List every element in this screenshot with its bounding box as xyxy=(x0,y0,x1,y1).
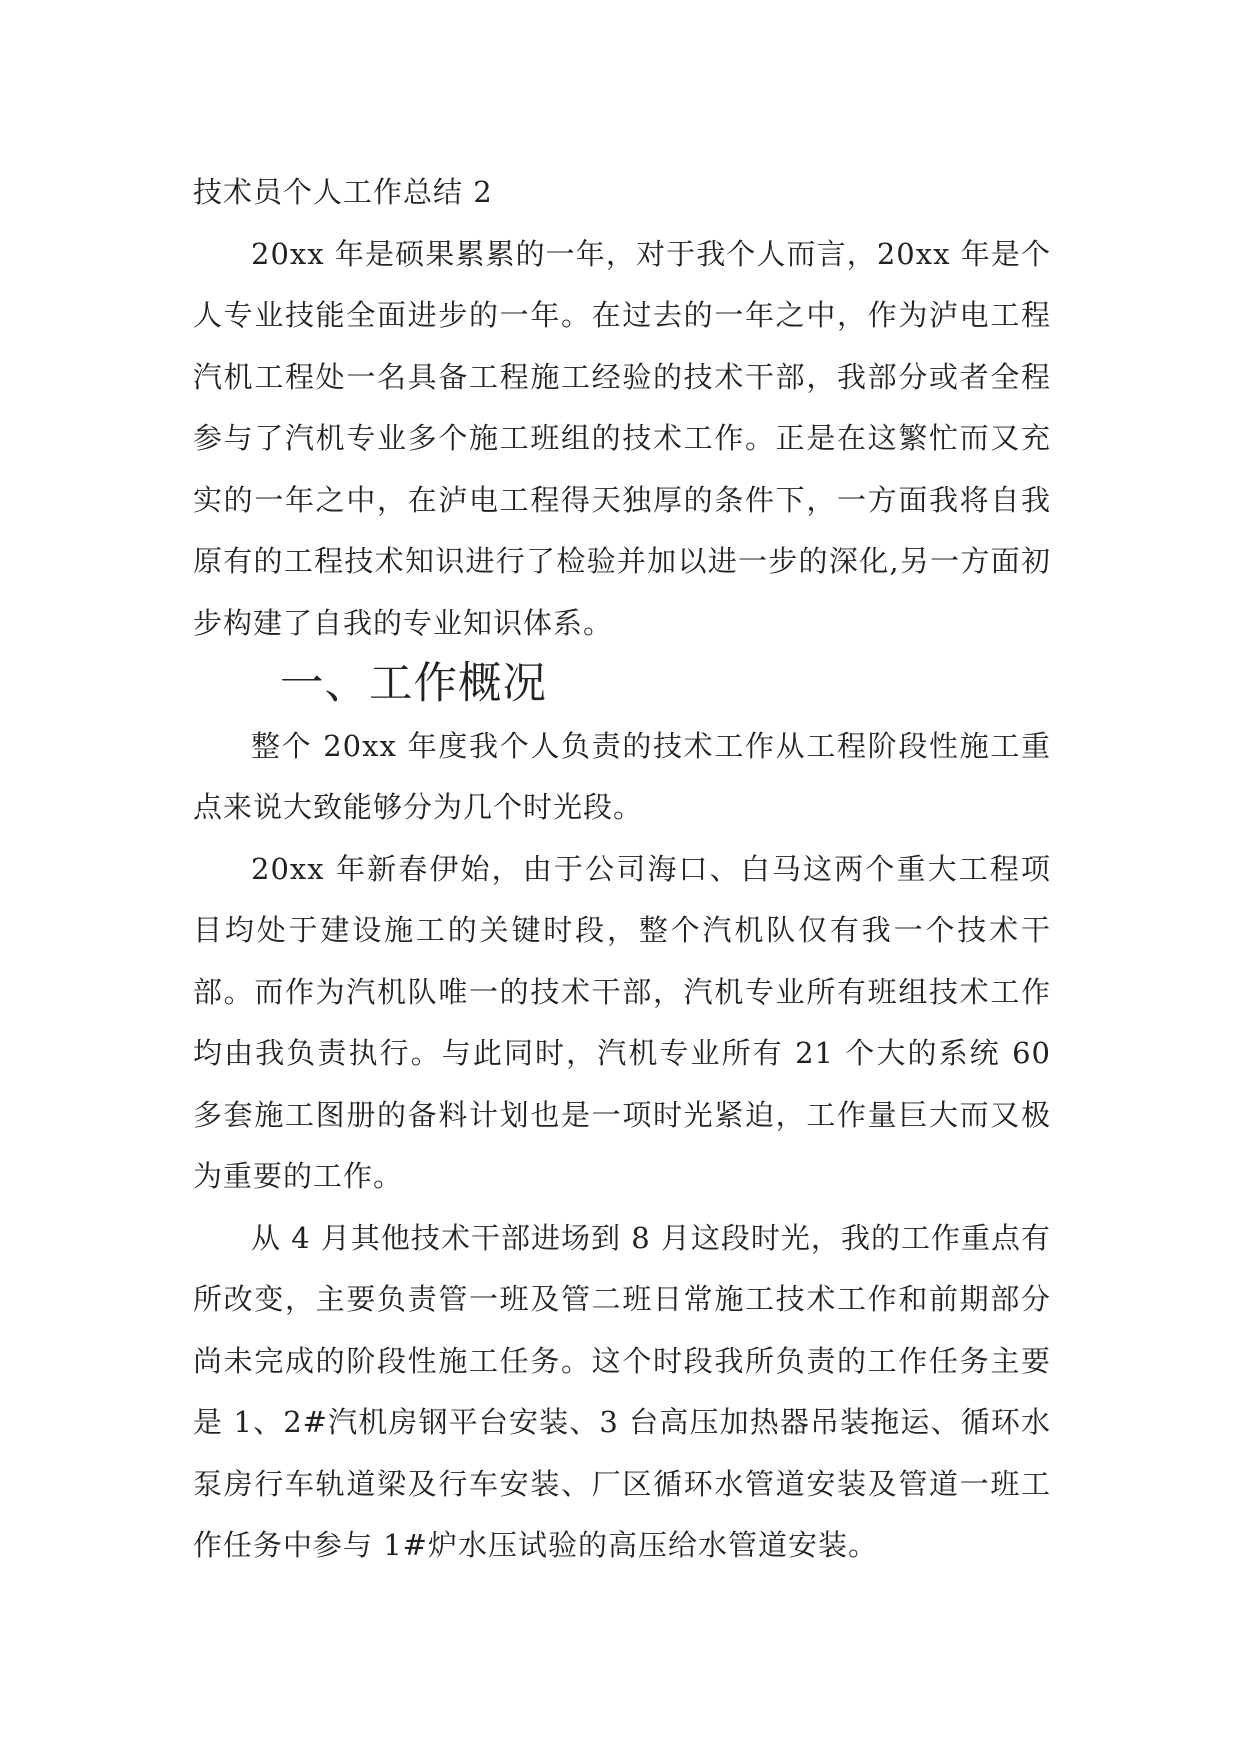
intro-paragraph: 20xx 年是硕果累累的一年，对于我个人而言，20xx 年是个人专业技能全面进步的一年。在过去的一年之中，作为泸电工程汽机工程处一名具备工程施工经验的技术干部，我部分或者全程参与了汽机专业多个施工班组的技术工作。正是在这繁忙而又充实的一年之中，在泸电工程得天独厚的条件下，一方面我将自我原有的工程技术知识进行了检验并加以进一步的深化,另一方面初步构建了自我的专业知识体系。 xyxy=(193,236,1051,640)
overview-paragraph: 整个 20xx 年度我个人负责的技术工作从工程阶段性施工重点来说大致能够分为几个时光段。 xyxy=(193,728,1051,824)
early-year-paragraph: 20xx 年新春伊始，由于公司海口、白马这两个重大工程项目均处于建设施工的关键时段，整个汽机队仅有我一个技术干部。而作为汽机队唯一的技术干部，汽机专业所有班组技术工作均由我负责执行。与此同时，汽机专业所有 21 个大的系统 60 多套施工图册的备料计划也是一项时光紧迫，工作量巨大而又极为重要的工作。 xyxy=(193,851,1051,1193)
section-heading: 一、工作概况 xyxy=(280,659,547,709)
document-title: 技术员个人工作总结 2 xyxy=(193,175,493,209)
april-august-paragraph: 从 4 月其他技术干部进场到 8 月这段时光，我的工作重点有所改变，主要负责管一班及管二班日常施工技术工作和前期部分尚未完成的阶段性施工任务。这个时段我所负责的工作任务主要是 1、2#汽机房钢平台安装、3 台高压加热器吊装拖运、循环水泵房行车轨道梁及行车安装、厂区循环水管道安装及管道一班工作任务中参与 1#炉水压试验的高压给水管道安装。 xyxy=(193,1220,1051,1562)
document-body xyxy=(193,162,1051,1577)
